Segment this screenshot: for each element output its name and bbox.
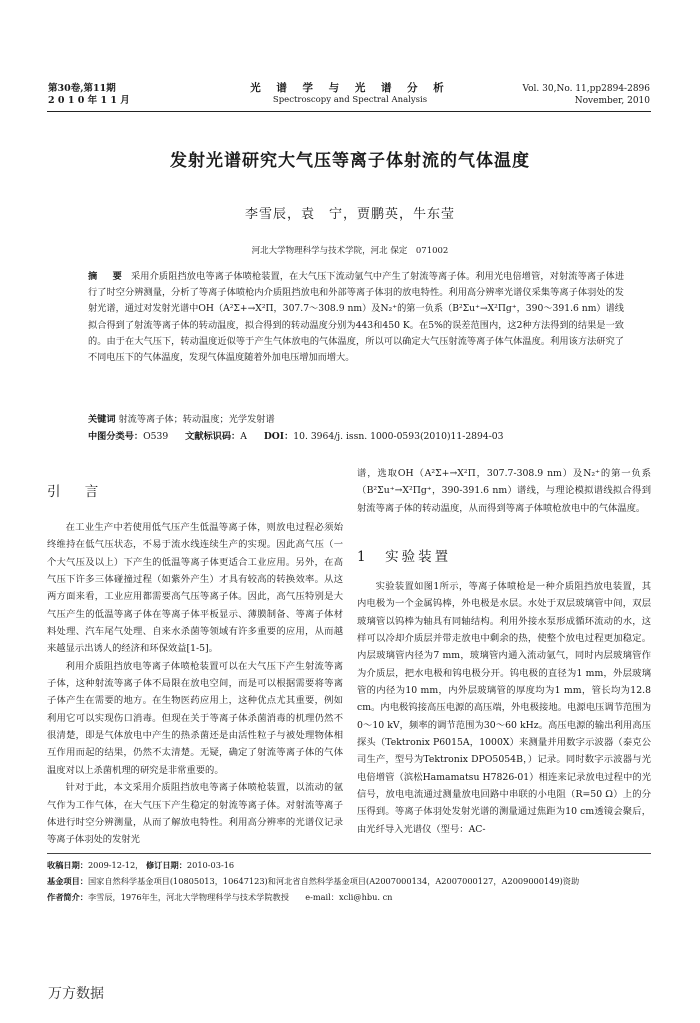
classification-line [88,429,648,445]
abstract-label: 摘 要 [88,271,128,282]
intro-paragraph-1: 在工业生产中若使用低气压产生低温等离子体，则放电过程必须始终维持在低气压状态，不易于流水线连续生产的实现。因此高气压（一个大气压及以上）下产生的低温等离子体更适合工业应用。另外，在高气压下许多三体碰撞过程（如紫外产生）才具有较高的转换效率。从这两方面来看，工业应用都需要高气压等离子体。因此，高气压特别是大气压产生的低温等离子体在等离子体平板显示、薄膜制备、等离子体材料处理、汽车尾气处理、自来水杀菌等领域有许多重要的应用，从而越来越显示出诱人的经济和环保效益[1-5]。 [47,522,343,655]
doi-value: 10. 3964/j. issn. 1000-0593(2010)11-2894-03 [293,431,504,442]
paper-title: 发射光谱研究大气压等离子体射流的气体温度 [170,151,530,171]
footnote-author [47,890,657,905]
clc-value: O539 [143,431,169,442]
doc-code-label: 文献标识码： [185,431,241,442]
abstract-text: 采用介质阻挡放电等离子体喷枪装置，在大气压下流动氩气中产生了射流等离子体。利用光电倍增管，对射流等离子体进行了时空分辨测量，分析了等离子体喷枪内介质阻挡放电和外部等离子体羽的放电特性。利用高分辨率光谱仪采集等离子体羽处的发射光谱，通过对发射光谱中OH（A²Σ+→X²Π，307.7～308.9 nm）及N₂⁺的第一负系（B²Σu⁺→X²Πg⁺，390～391.6 nm）谱线拟合得到了射流等离子体的转动温度，拟合得到的转动温度分别为443和450 K。在5%的误差范围内，这2种方法得到的结果是一致的。由于在大气压下，转动温度近似等于产生气体放电的气体温度，所以可以确定大气压射流等离子体气体温度。利用该方法研究了不同电压下的气体温度，发现气体温度随着外加电压增加而增大。 [88,271,625,364]
intro-heading: 引 言 [47,484,109,500]
journal-volume-info [48,83,130,107]
footnote-rule [47,853,651,854]
author-bio-label: 作者简介： [47,892,88,902]
doc-code-value: A [240,431,247,442]
intro-paragraph-3: 针对于此，本文采用介质阻挡放电等离子体喷枪装置，以流动的氩气作为工作气体，在大气压下产生稳定的射流等离子体。对射流等离子体进行时空分辨测量，从而了解放电特性。利用高分辨率的光谱仪记录等离子体羽处的发射光 [47,782,343,846]
fund-text: 国家自然科学基金项目(10805013，10647123)和河北省自然科学基金项目(A2007000134，A2007000127，A2009000149)资助 [87,876,580,886]
footnote-funding [47,874,657,889]
received-label: 收稿日期： [47,860,88,870]
clc-label: 中图分类号： [88,431,144,442]
keywords-text: 射流等离子体；转动温度；光学发射谱 [118,414,275,425]
issue-date: 2 0 1 0 年 1 1 月 [48,95,130,106]
keywords-label: 关键词 [88,414,116,425]
volume-issue: 第30卷,第11期 [48,83,116,94]
received-date: 2009-12-12， [87,860,144,870]
intro-paragraph-2: 利用介质阻挡放电等离子体喷枪装置可以在大气压下产生射流等离子体，这种射流等离子体不局限在放电空间，而是可以根据需要将等离子体产生在需要的地方。在生物医药应用上，这种优点尤其重要，例如利用它可以实现伤口消毒。但现在关于等离子体杀菌消毒的机理仍然不很清楚，即是气体放电中产生的热杀菌还是由活性粒子与被处理物体相互作用而起的结果，仍然不太清楚。无疑，确定了射流等离子体的气体温度对以上杀菌机理的研究是非常重要的。 [47,660,343,776]
section-1-heading: 1 实验装置 [357,549,452,565]
intro-body [47,519,343,849]
watermark: 万方数据 [48,986,104,1002]
paper-authors: 李雪辰，袁 宁，贾鹏英，牛东莹 [244,207,455,222]
author-bio-text: 李雪辰，1976年生，河北大学物理科学与技术学院教授 e-mail：xcli@hbu. cn [87,892,393,902]
citation-date: November, 2010 [574,96,650,106]
journal-name [250,82,450,106]
section-1-body [357,578,651,838]
right-column-continuation [357,465,651,517]
intro-continuation: 谱，选取OH（A²Σ+→X²Π，307.7-308.9 nm）及N₂⁺的第一负系（B²Σu⁺→X²Πg⁺，390-391.6 nm）谱线，与理论模拟谱线拟合得到射流等离子体的转动温度，从而得到等离子体喷枪放电中的气体温度。 [357,468,651,514]
footnote-dates [47,858,657,873]
journal-name-cn: 光 谱 学 与 光 谱 分 析 [250,82,450,94]
author-affiliation: 河北大学物理科学与技术学院，河北 保定 071002 [251,246,449,256]
journal-name-en: Spectroscopy and Spectral Analysis [272,95,428,105]
abstract [88,269,624,366]
keywords [88,412,624,428]
journal-citation [522,83,650,107]
header-rule [47,111,651,112]
section-1-paragraph: 实验装置如图1所示，等离子体喷枪是一种介质阻挡放电装置，其内电极为一个金属钨棒，外电极是水层。水处于双层玻璃管中间，双层玻璃管以钨棒为轴具有同轴结构。利用外接水泵形成循环流动的水，这样可以冷却介质层并带走放电中剩余的热，使整个放电过程更加稳定。内层玻璃管内径为7 mm，玻璃管内通入流动氩气，同时内层玻璃管作为介质层，把水电极和钨电极分开。钨电极的直径为1 mm，外层玻璃管的内径为10 mm，内外层玻璃管的厚度均为1 mm，管长均为12.8 cm。内电极钨接高压电源的高压端，外电极接地。电源电压调节范围为0～10 kV，频率的调节范围为30～60 kHz。高压电源的输出利用高压探头（Tektronix P6015A，1000X）来测量并用数字示波器（泰克公司生产，型号为Tektronix DPO5054B，）记录。同时数字示波器与光电倍增管（滨松Hamamatsu H7826-01）相连来记录放电过程中的光信号，放电电流通过测量放电回路中串联的小电阻（R=50 Ω）上的分压得到。等离子体羽处发射光谱的测量通过焦距为10 cm透镜会聚后，由光纤导入光谱仪（型号：AC- [357,581,651,835]
fund-label: 基金项目： [47,876,88,886]
citation-pages: Vol. 30,No. 11,pp2894-2896 [522,84,650,94]
revised-label: 修订日期： [145,860,187,870]
revised-date: 2010-03-16 [186,860,235,870]
doi-label: DOI： [263,431,294,442]
